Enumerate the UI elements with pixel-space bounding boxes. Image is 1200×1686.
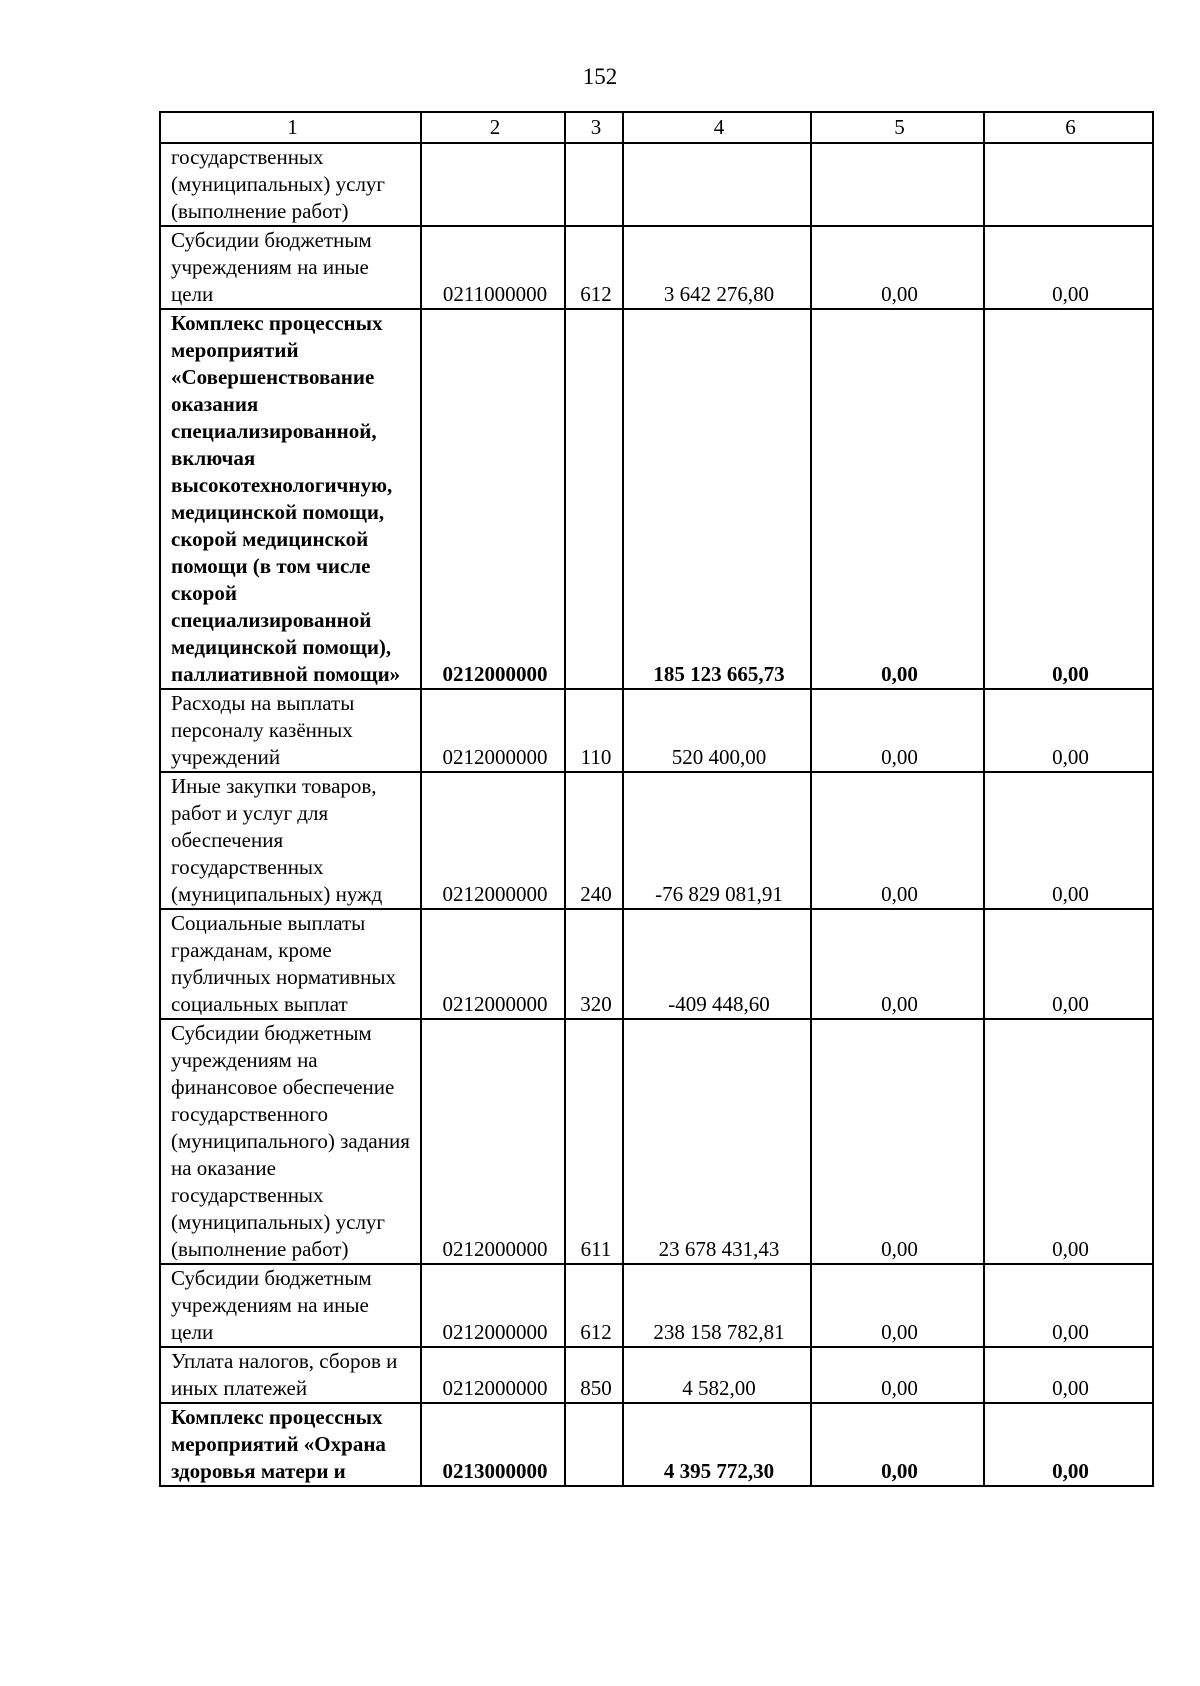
row-name: Расходы на выплаты персоналу казённых учреждений [160, 689, 421, 772]
table-row [160, 909, 1153, 1019]
row-expense-type: 110 [565, 689, 623, 772]
table-row [160, 689, 1153, 772]
row-value-6: 0,00 [984, 772, 1153, 909]
row-expense-type: 612 [565, 226, 623, 309]
row-name: Иные закупки товаров, работ и услуг для обеспечения государственных (муниципальных) нужд [160, 772, 421, 909]
row-code: 0212000000 [421, 909, 565, 1019]
row-value-6: 0,00 [984, 309, 1153, 689]
row-expense-type: 850 [565, 1347, 623, 1403]
table-row [160, 226, 1153, 309]
row-name: государственных (муниципальных) услуг (выполнение работ) [160, 143, 421, 226]
row-name: Субсидии бюджетным учреждениям на иные цели [160, 226, 421, 309]
row-value-4: 4 582,00 [623, 1347, 811, 1403]
row-value-6: 0,00 [984, 1264, 1153, 1347]
row-name: Комплекс процессных мероприятий «Совершенствование оказания специализированной, включая высокотехнологичную, медицинской помощи, скорой медицинской помощи (в том числе скорой специализированной медицинской помощи), паллиативной помощи» [160, 309, 421, 689]
table-header-row [160, 112, 1153, 143]
row-value-4: 4 395 772,30 [623, 1403, 811, 1486]
row-expense-type: 612 [565, 1264, 623, 1347]
column-header-6: 6 [984, 112, 1153, 143]
row-value-4: 3 642 276,80 [623, 226, 811, 309]
row-code: 0212000000 [421, 1264, 565, 1347]
row-name: Социальные выплаты гражданам, кроме публичных нормативных социальных выплат [160, 909, 421, 1019]
row-value-6: 0,00 [984, 689, 1153, 772]
row-value-5: 0,00 [811, 1019, 984, 1264]
column-header-3: 3 [565, 112, 623, 143]
table-row [160, 772, 1153, 909]
row-value-4: -76 829 081,91 [623, 772, 811, 909]
row-value-6: 0,00 [984, 1019, 1153, 1264]
row-expense-type: 611 [565, 1019, 623, 1264]
row-expense-type: 320 [565, 909, 623, 1019]
table-row [160, 1264, 1153, 1347]
row-value-4: 520 400,00 [623, 689, 811, 772]
page-number: 152 [582, 64, 618, 89]
row-value-5: 0,00 [811, 689, 984, 772]
row-value-6: 0,00 [984, 909, 1153, 1019]
row-value-6 [984, 143, 1153, 226]
budget-table [159, 111, 1154, 1487]
row-value-4: 185 123 665,73 [623, 309, 811, 689]
row-code: 0212000000 [421, 772, 565, 909]
row-expense-type: 240 [565, 772, 623, 909]
table-row [160, 1347, 1153, 1403]
row-code [421, 143, 565, 226]
row-value-5: 0,00 [811, 1347, 984, 1403]
column-header-4: 4 [623, 112, 811, 143]
row-value-5: 0,00 [811, 909, 984, 1019]
row-name: Комплекс процессных мероприятий «Охрана здоровья матери и [160, 1403, 421, 1486]
row-code: 0212000000 [421, 309, 565, 689]
column-header-2: 2 [421, 112, 565, 143]
row-name: Уплата налогов, сборов и иных платежей [160, 1347, 421, 1403]
row-value-5: 0,00 [811, 1403, 984, 1486]
column-header-1: 1 [160, 112, 421, 143]
row-code: 0213000000 [421, 1403, 565, 1486]
row-expense-type [565, 1403, 623, 1486]
row-value-4: 238 158 782,81 [623, 1264, 811, 1347]
column-header-5: 5 [811, 112, 984, 143]
row-expense-type [565, 143, 623, 226]
row-value-5: 0,00 [811, 226, 984, 309]
row-value-4: 23 678 431,43 [623, 1019, 811, 1264]
row-code: 0212000000 [421, 689, 565, 772]
row-value-6: 0,00 [984, 226, 1153, 309]
row-name: Субсидии бюджетным учреждениям на финансовое обеспечение государственного (муниципального) задания на оказание государственных (муниципальных) услуг (выполнение работ) [160, 1019, 421, 1264]
table-row-section [160, 309, 1153, 689]
row-value-5: 0,00 [811, 309, 984, 689]
row-name: Субсидии бюджетным учреждениям на иные цели [160, 1264, 421, 1347]
row-value-6: 0,00 [984, 1347, 1153, 1403]
table-row-section [160, 1403, 1153, 1486]
row-code: 0211000000 [421, 226, 565, 309]
row-value-4: -409 448,60 [623, 909, 811, 1019]
row-value-5: 0,00 [811, 1264, 984, 1347]
row-value-5 [811, 143, 984, 226]
row-value-4 [623, 143, 811, 226]
row-value-5: 0,00 [811, 772, 984, 909]
row-code: 0212000000 [421, 1347, 565, 1403]
table-row [160, 143, 1153, 226]
table-row [160, 1019, 1153, 1264]
row-value-6: 0,00 [984, 1403, 1153, 1486]
row-code: 0212000000 [421, 1019, 565, 1264]
row-expense-type [565, 309, 623, 689]
